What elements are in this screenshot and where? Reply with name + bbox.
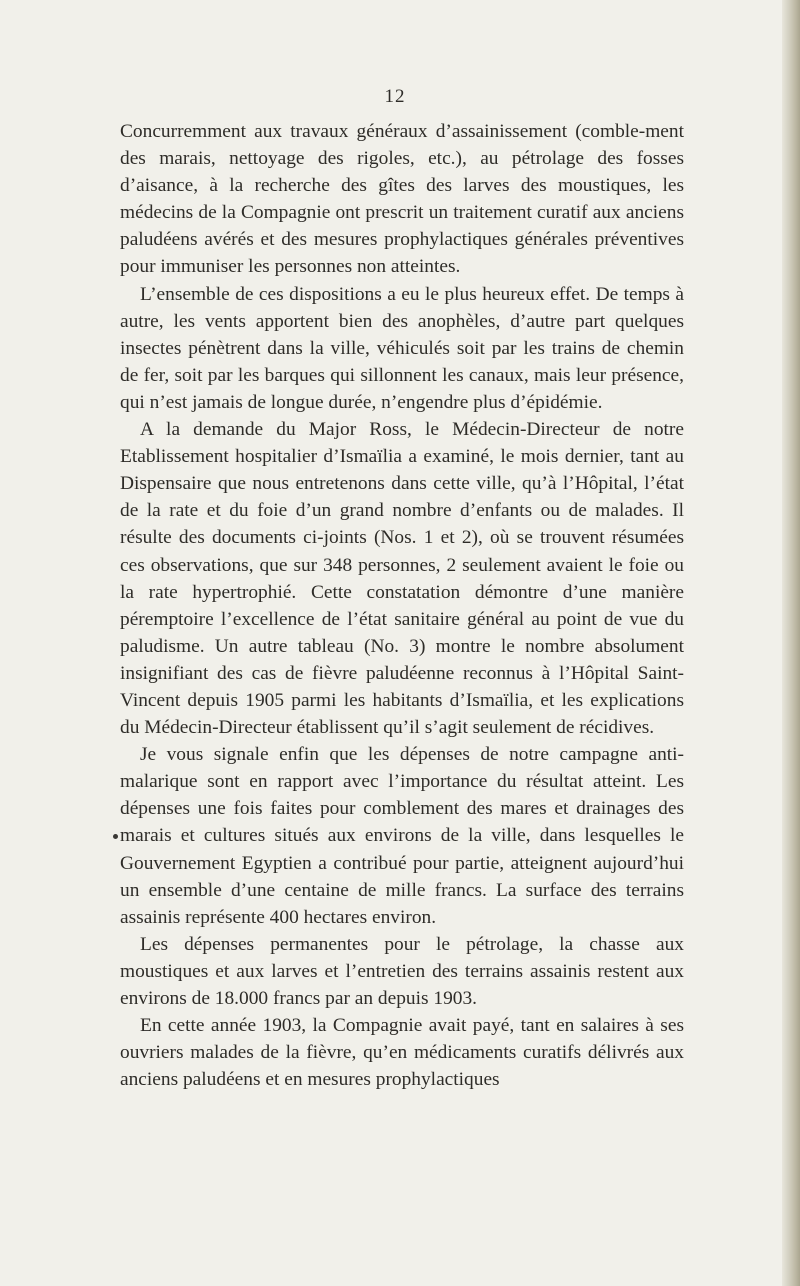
paragraph-dispositions: L’ensemble de ces dispositions a eu le plus heureux effet. De temps à autre, les vents apportent bien des anophèles, d’autre part quelques insectes pénètrent dans la ville, véhiculés soit par les trains de chemin de fer, soit par les barques qui sillonnent les canaux, mais leur présence, qui n’est jamais de longue durée, n’engendre plus d’épidémie. [120, 283, 684, 413]
body-text [120, 118, 684, 1093]
page-edge-shadow [782, 0, 800, 1286]
paragraph-annee-1903: En cette année 1903, la Compagnie avait payé, tant en salaires à ses ouvriers malades de la fièvre, qu’en médicaments curatifs délivrés aux anciens paludéens et en mesures prophylactiques [120, 1015, 684, 1091]
paragraph-major-ross: A la demande du Major Ross, le Médecin-Directeur de notre Etablissement hospitalier d’Ismaïlia a examiné, le mois dernier, tant au Dispensaire que nous entretenons dans cette ville, qu’à l’Hôpital, l’état de la rate et du foie d’un grand nombre d’enfants ou de malades. Il résulte des documents ci-joints (Nos. 1 et 2), où se trouvent résumées ces observations, que sur 348 personnes, 2 seulement avaient le foie ou la rate hypertrophié. Cette constatation démontre d’une manière péremptoire l’excellence de l’état sanitaire général au point de vue du paludisme. Un autre tableau (No. 3) montre le nombre absolument insignifiant des cas de fièvre paludéenne reconnus à l’Hôpital Saint-Vincent depuis 1905 parmi les habitants d’Ismaïlia, et les explications du Médecin-Directeur établissent qu’il s’agit seulement de récidives. [120, 419, 684, 739]
paragraph-depenses-permanentes: Les dépenses permanentes pour le pétrolage, la chasse aux moustiques et aux larves et l’entretien des terrains assainis restent aux environs de 18.000 francs par an depuis 1903. [120, 933, 684, 1009]
paragraph-assainissement: Concurremment aux travaux généraux d’assainissement (comble-ment des marais, nettoyage des rigoles, etc.), au pétrolage des fosses d’aisance, à la recherche des gîtes des larves des moustiques, les médecins de la Compagnie ont prescrit un traitement curatif aux anciens paludéens avérés et des mesures prophylactiques générales préventives pour immuniser les personnes non atteintes. [120, 121, 684, 278]
ink-fleck [113, 834, 118, 839]
paragraph-depenses: Je vous signale enfin que les dépenses de notre campagne anti-malarique sont en rapport avec l’importance du résultat atteint. Les dépenses une fois faites pour comblement des mares et drainages des marais et cultures situés aux environs de la ville, dans lesquelles le Gouvernement Egyptien a contribué pour partie, atteignent aujourd’hui un ensemble d’une centaine de mille francs. La surface des terrains assainis représente 400 hectares environ. [120, 744, 684, 928]
page-number: 12 [384, 86, 406, 107]
